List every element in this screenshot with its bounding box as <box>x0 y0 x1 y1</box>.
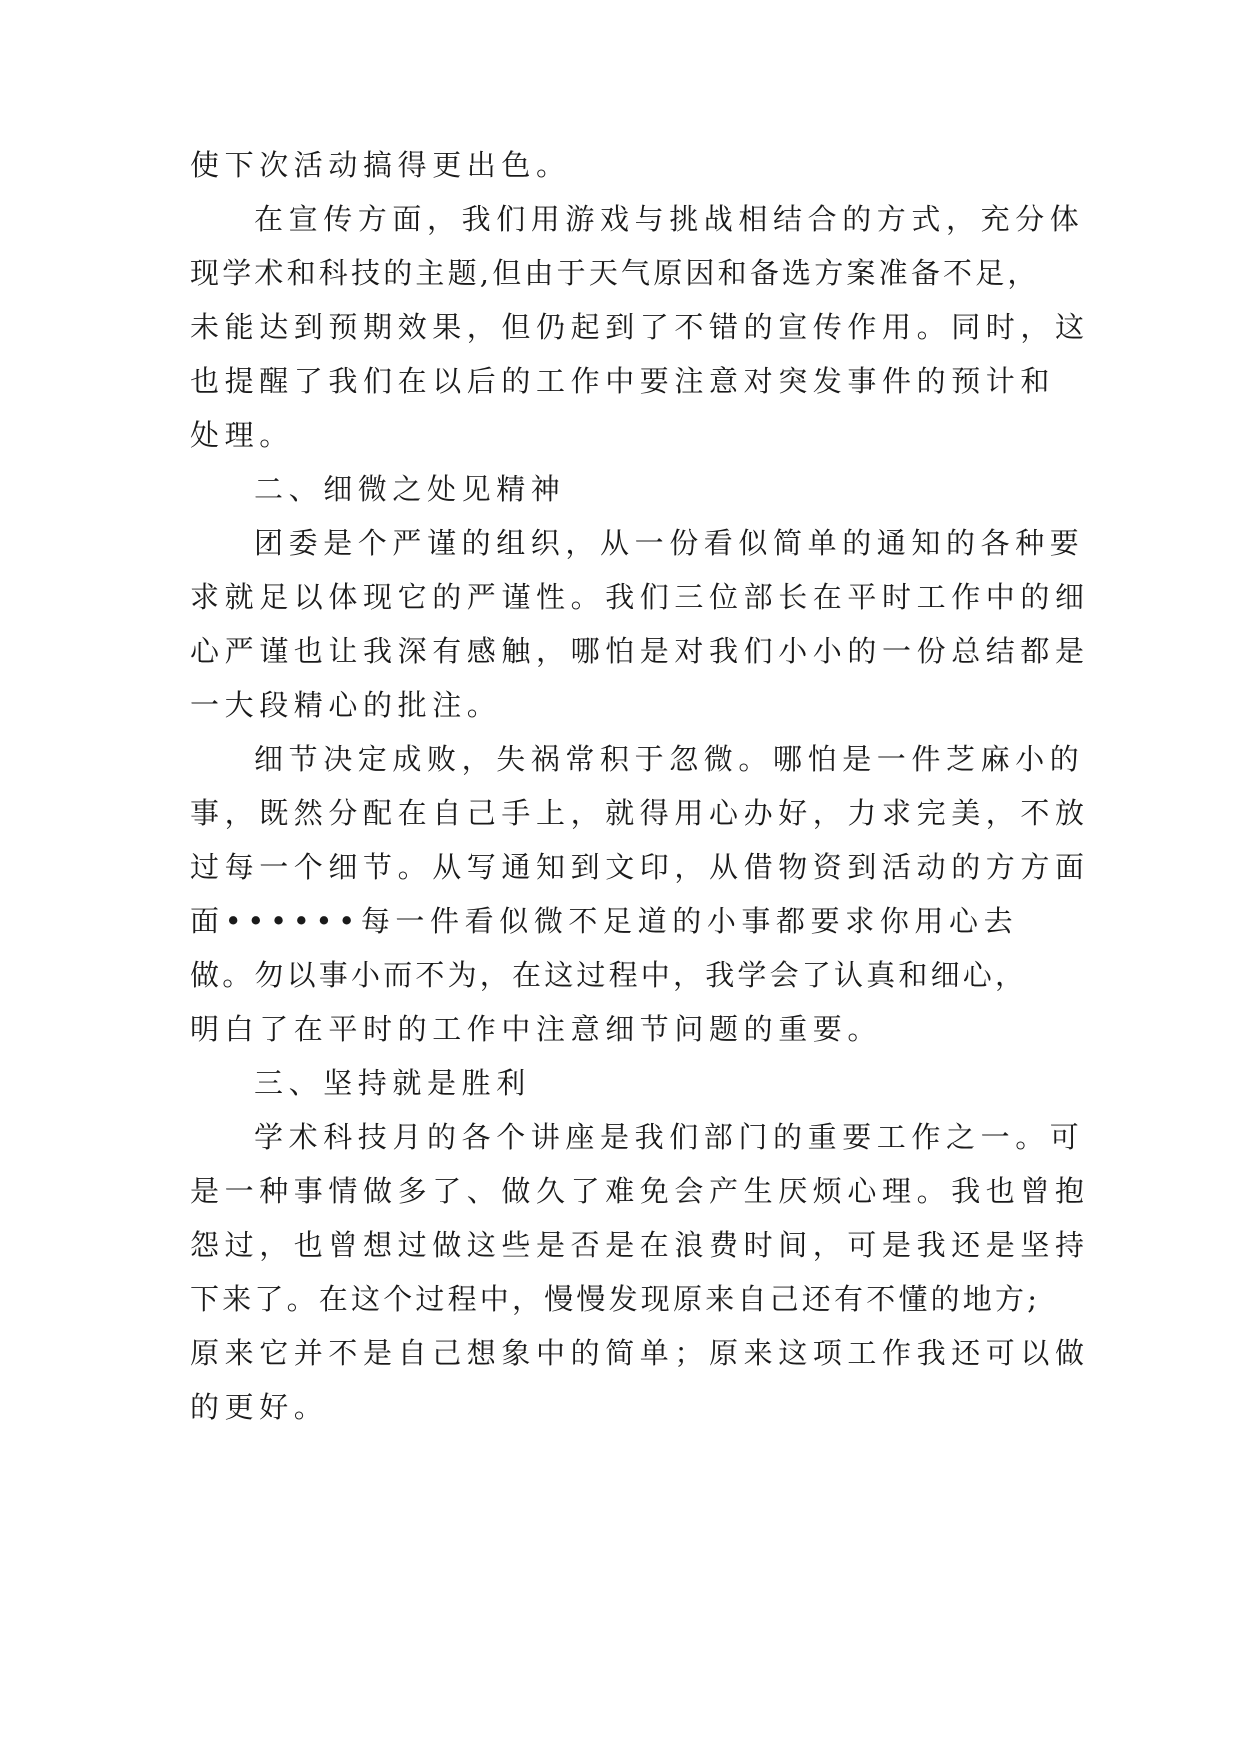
text-line: 面••••••每一件看似微不足道的小事都要求你用心去 <box>190 904 1019 938</box>
text-line: 求就足以体现它的严谨性。我们三位部长在平时工作中的细 <box>190 580 1090 614</box>
text-line: 事，既然分配在自己手上，就得用心办好，力求完美，不放 <box>190 796 1090 830</box>
text-line: 是一种事情做多了、做久了难免会产生厌烦心理。我也曾抱 <box>190 1174 1090 1208</box>
text-line: 使下次活动搞得更出色。 <box>190 148 571 182</box>
text-line: 学术科技月的各个讲座是我们部门的重要工作之一。可 <box>254 1120 1085 1154</box>
text-line: 原来它并不是自己想象中的简单；原来这项工作我还可以做 <box>190 1336 1090 1370</box>
text-line: 下来了。在这个过程中，慢慢发现原来自己还有不懂的地方; <box>190 1282 1041 1316</box>
section-heading: 三、坚持就是胜利 <box>254 1066 531 1100</box>
text-line: 未能达到预期效果，但仍起到了不错的宣传作用。同时，这 <box>190 310 1090 344</box>
section-heading: 二、细微之处见精神 <box>254 472 566 506</box>
text-line: 处理。 <box>190 418 294 452</box>
text-line: 在宣传方面，我们用游戏与挑战相结合的方式，充分体 <box>254 202 1085 236</box>
text-line: 怨过，也曾想过做这些是否是在浪费时间，可是我还是坚持 <box>190 1228 1090 1262</box>
text-line: 的更好。 <box>190 1390 329 1424</box>
text-line: 明白了在平时的工作中注意细节问题的重要。 <box>190 1012 883 1046</box>
text-line: 细节决定成败，失祸常积于忽微。哪怕是一件芝麻小的 <box>254 742 1085 776</box>
text-line: 团委是个严谨的组织，从一份看似简单的通知的各种要 <box>254 526 1085 560</box>
text-line: 也提醒了我们在以后的工作中要注意对突发事件的预计和 <box>190 364 1056 398</box>
text-line: 过每一个细节。从写通知到文印，从借物资到活动的方方面 <box>190 850 1090 884</box>
text-line: 一大段精心的批注。 <box>190 688 502 722</box>
text-line: 做。勿以事小而不为，在这过程中，我学会了认真和细心， <box>190 958 1028 992</box>
text-line: 现学术和科技的主题,但由于天气原因和备选方案准备不足， <box>190 256 1040 290</box>
text-line: 心严谨也让我深有感触，哪怕是对我们小小的一份总结都是 <box>190 634 1090 668</box>
